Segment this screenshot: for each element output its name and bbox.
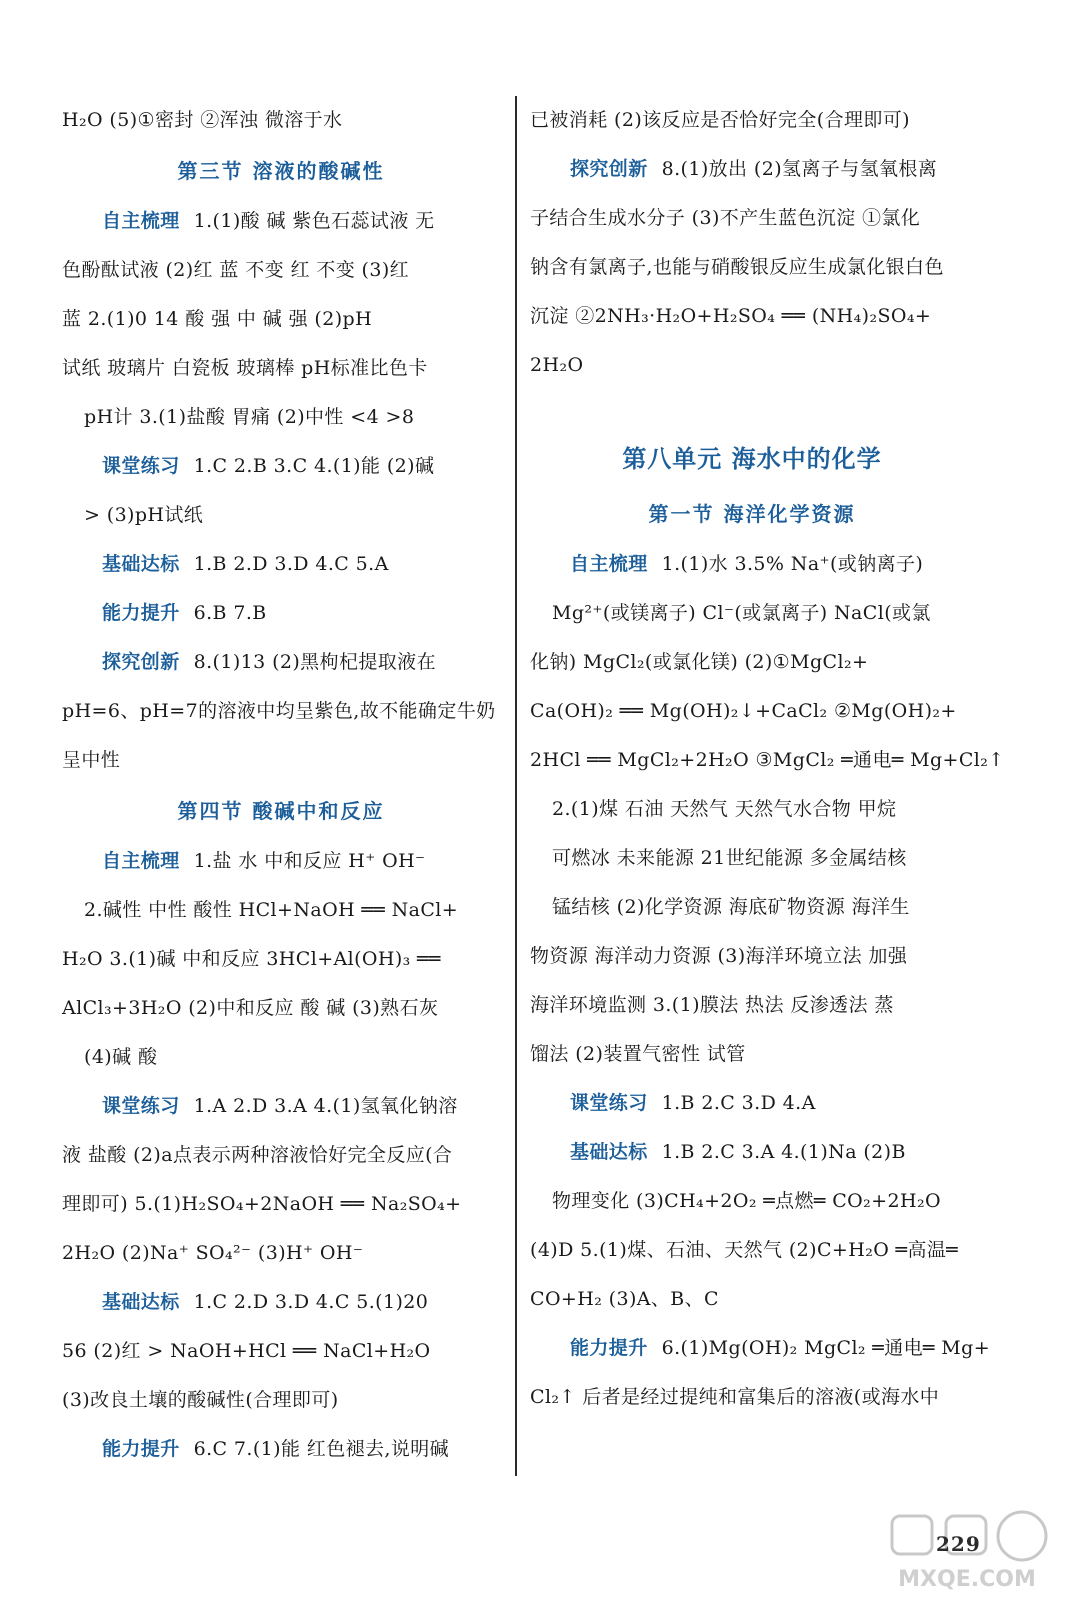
answer-line <box>62 540 500 589</box>
unit-heading: 第八单元 海水中的化学 <box>622 444 882 473</box>
answer-line: 2.碱性 中性 酸性 HCl+NaOH ══ NaCl+ <box>84 899 459 921</box>
answer-line <box>62 837 500 886</box>
answer-line <box>530 1128 974 1177</box>
answer-text: 6.(1)Mg(OH)₂ MgCl₂ ═通电═ Mg+ <box>661 1337 991 1359</box>
answer-line: 沉淀 ②2NH₃·H₂O+H₂SO₄ ══ (NH₄)₂SO₄+ <box>530 305 932 327</box>
answer-line <box>62 1082 500 1131</box>
section-heading: 第四节 酸碱中和反应 <box>177 799 385 823</box>
answer-line <box>62 1278 500 1327</box>
svg-text:MXQE.COM: MXQE.COM <box>898 1567 1036 1592</box>
answer-line <box>62 442 500 491</box>
category-label: 自主梳理 <box>570 553 648 575</box>
category-label: 探究创新 <box>570 158 648 180</box>
right-column <box>530 96 1005 1422</box>
answer-line: 海洋环境监测 3.(1)膜法 热法 反渗透法 蒸 <box>530 994 894 1016</box>
answer-line: 已被消耗 (2)该反应是否恰好完全(合理即可) <box>530 109 910 131</box>
answer-line: 物资源 海洋动力资源 (3)海洋环境立法 加强 <box>530 945 908 967</box>
answer-line: 子结合生成水分子 (3)不产生蓝色沉淀 ①氯化 <box>530 207 921 229</box>
section-heading: 第三节 溶液的酸碱性 <box>177 159 385 183</box>
answer-line: 2H₂O <box>530 354 584 376</box>
answer-line <box>530 1079 974 1128</box>
answer-line: 56 (2)红 > NaOH+HCl ══ NaCl+H₂O <box>62 1340 431 1362</box>
answer-line <box>530 145 974 194</box>
answer-line: > (3)pH试纸 <box>84 504 204 526</box>
answer-line: Ca(OH)₂ ══ Mg(OH)₂↓+CaCl₂ ②Mg(OH)₂+ <box>530 700 957 722</box>
category-label: 课堂练习 <box>102 1095 180 1117</box>
category-label: 能力提升 <box>102 602 180 624</box>
answer-text: 8.(1)13 (2)黑枸杞提取液在 <box>193 651 436 673</box>
answer-line: H₂O 3.(1)碱 中和反应 3HCl+Al(OH)₃ ══ <box>62 948 441 970</box>
answer-text: 1.B 2.C 3.A 4.(1)Na (2)B <box>661 1141 906 1163</box>
answer-line: pH计 3.(1)盐酸 胃痛 (2)中性 <4 >8 <box>84 406 415 428</box>
category-label: 能力提升 <box>102 1438 180 1460</box>
answer-line: pH=6、pH=7的溶液中均呈紫色,故不能确定牛奶 <box>62 700 496 722</box>
answer-text: 1.A 2.D 3.A 4.(1)氢氧化钠溶 <box>193 1095 458 1117</box>
column-divider <box>515 96 517 1476</box>
answer-line: 可燃冰 未来能源 21世纪能源 多金属结核 <box>552 847 907 869</box>
answer-line: Mg²⁺(或镁离子) Cl⁻(或氯离子) NaCl(或氯 <box>552 602 931 624</box>
page-number: 229 <box>936 1532 981 1556</box>
category-label: 探究创新 <box>102 651 180 673</box>
category-label: 自主梳理 <box>102 210 180 232</box>
answer-line: Cl₂↑ 后者是经过提纯和富集后的溶液(或海水中 <box>530 1386 940 1408</box>
category-label: 基础达标 <box>102 1291 180 1313</box>
answer-line <box>62 1425 500 1474</box>
answer-line: 2H₂O (2)Na⁺ SO₄²⁻ (3)H⁺ OH⁻ <box>62 1242 364 1264</box>
category-label: 能力提升 <box>570 1337 648 1359</box>
answer-line: H₂O (5)①密封 ②浑浊 微溶于水 <box>62 109 343 131</box>
answer-text: 6.C 7.(1)能 红色褪去,说明碱 <box>193 1438 450 1460</box>
answer-line: 化钠) MgCl₂(或氯化镁) (2)①MgCl₂+ <box>530 651 869 673</box>
answer-line: 液 盐酸 (2)a点表示两种溶液恰好完全反应(合 <box>62 1144 453 1166</box>
answer-text: 1.B 2.D 3.D 4.C 5.A <box>193 553 389 575</box>
answer-line: 物理变化 (3)CH₄+2O₂ ═点燃═ CO₂+2H₂O <box>552 1190 941 1212</box>
answer-line <box>62 589 500 638</box>
left-column <box>62 96 500 1474</box>
answer-line: (3)改良土壤的酸碱性(合理即可) <box>62 1389 339 1411</box>
category-label: 课堂练习 <box>570 1092 648 1114</box>
section-heading: 第一节 海洋化学资源 <box>648 502 856 526</box>
answer-line: 2.(1)煤 石油 天然气 天然气水合物 甲烷 <box>552 798 897 820</box>
answer-text: 1.(1)酸 碱 紫色石蕊试液 无 <box>193 210 435 232</box>
answer-text: 1.C 2.B 3.C 4.(1)能 (2)碱 <box>193 455 435 477</box>
answer-line <box>62 197 500 246</box>
answer-line: (4)碱 酸 <box>84 1046 158 1068</box>
answer-text: 1.C 2.D 3.D 4.C 5.(1)20 <box>193 1291 429 1313</box>
answer-line: 锰结核 (2)化学资源 海底矿物资源 海洋生 <box>552 896 910 918</box>
answer-line: (4)D 5.(1)煤、石油、天然气 (2)C+H₂O ═高温═ <box>530 1239 959 1261</box>
answer-text: 1.盐 水 中和反应 H⁺ OH⁻ <box>193 850 426 872</box>
answer-line: 钠含有氯离子,也能与硝酸银反应生成氯化银白色 <box>530 256 944 278</box>
answer-text: 1.B 2.C 3.D 4.A <box>661 1092 816 1114</box>
answer-line <box>530 540 974 589</box>
answer-text: 6.B 7.B <box>193 602 267 624</box>
answer-line: 2HCl ══ MgCl₂+2H₂O ③MgCl₂ ═通电═ Mg+Cl₂↑ <box>530 749 1005 771</box>
answer-text: 1.(1)水 3.5% Na⁺(或钠离子) <box>661 553 924 575</box>
answer-line <box>62 638 500 687</box>
answer-line: 试纸 玻璃片 白瓷板 玻璃棒 pH标准比色卡 <box>62 357 428 379</box>
answer-text: 8.(1)放出 (2)氢离子与氢氧根离 <box>661 158 938 180</box>
answer-line: 理即可) 5.(1)H₂SO₄+2NaOH ══ Na₂SO₄+ <box>62 1193 462 1215</box>
answer-line: 呈中性 <box>62 749 121 771</box>
answer-line: 馏法 (2)装置气密性 试管 <box>530 1043 746 1065</box>
category-label: 自主梳理 <box>102 850 180 872</box>
answer-line: CO+H₂ (3)A、B、C <box>530 1288 719 1310</box>
category-label: 基础达标 <box>102 553 180 575</box>
answer-line: 蓝 2.(1)0 14 酸 强 中 碱 强 (2)pH <box>62 308 373 330</box>
answer-line: 色酚酞试液 (2)红 蓝 不变 红 不变 (3)红 <box>62 259 410 281</box>
category-label: 基础达标 <box>570 1141 648 1163</box>
category-label: 课堂练习 <box>102 455 180 477</box>
answer-line: AlCl₃+3H₂O (2)中和反应 酸 碱 (3)熟石灰 <box>62 997 439 1019</box>
answer-line <box>530 1324 991 1373</box>
